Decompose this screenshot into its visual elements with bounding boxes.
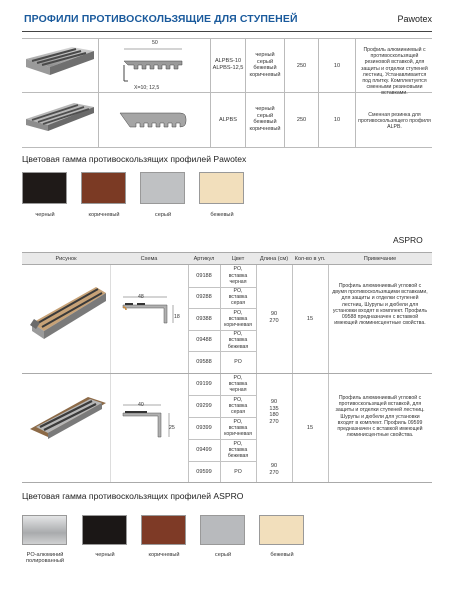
swatch-label xyxy=(134,552,194,558)
length-value: 90 xyxy=(270,311,278,317)
color-swatch xyxy=(22,172,67,204)
dimension-width: 40 xyxy=(138,402,144,408)
color-name: вставка xyxy=(228,337,248,344)
swatch-label: бежевый xyxy=(210,212,234,218)
article: ALPBS-10 xyxy=(214,58,242,64)
swatch-label-line: PO-алюминий xyxy=(26,552,64,558)
note-cell: Профиль алюминиевый с противоскользящей резиновой вставкой, для защиты и отделки ступеней лестниц. Устанавливается под плитку. Комплектуется сменными резиновыми вставками. xyxy=(361,47,428,97)
color-cell xyxy=(220,395,256,417)
color-cell xyxy=(220,330,256,352)
color-name: серая xyxy=(230,300,246,307)
article: 09199 xyxy=(196,380,212,387)
color-name: PO xyxy=(234,359,242,366)
swatch-label-line: коричневый xyxy=(148,552,180,558)
color-cell xyxy=(220,461,256,483)
color-cell xyxy=(220,308,256,330)
color-name: PO xyxy=(234,468,242,475)
swatch-label-line: серый xyxy=(214,552,232,558)
profile-photo xyxy=(26,387,108,451)
aspro-table-header xyxy=(22,252,432,265)
note-cell: Профиль алюминиевый угловой с противоскользящей вставкой, для защиты и отделки ступеней лестниц. Шурупы и дюбели для установки входят в комплект. Профиль 09599 предназначен с вставкой имеющей люминисцентные свойства. xyxy=(335,395,425,439)
color-name: черный xyxy=(255,52,275,58)
page-title: ПРОФИЛИ ПРОТИВОСКОЛЬЗЯЩИЕ ДЛЯ СТУПЕНЕЙ xyxy=(24,13,298,25)
color-name: коричневый xyxy=(249,125,281,132)
profile-scheme xyxy=(112,101,192,141)
article: 09599 xyxy=(196,468,212,475)
length-cell: 250 xyxy=(296,117,307,124)
color-name: PO, xyxy=(233,374,243,381)
profile-photo xyxy=(22,41,97,91)
article-cell xyxy=(211,58,245,71)
color-name: PO, xyxy=(233,440,243,447)
length-value: 90 xyxy=(270,399,278,405)
qty-cell: 10 xyxy=(333,117,341,124)
length-value: 270 xyxy=(269,469,279,476)
color-name: бежевый xyxy=(253,119,277,126)
color-swatch xyxy=(259,515,304,545)
color-name: бежевая xyxy=(227,453,249,460)
color-cell xyxy=(220,417,256,439)
color-name: вставка xyxy=(228,424,248,431)
article: 09499 xyxy=(196,446,212,453)
color-cell xyxy=(220,373,256,395)
note-cell: Профиль алюминиевый угловой с двумя противоскользящими вставками, для защиты и отделки ступеней лестниц. Шурупы и дюбели для установки входят в комплект. Профиль 09588 предназначен с вставкой имеющей люминисцентные свойства. xyxy=(332,283,428,327)
length-value: 90 xyxy=(270,463,278,469)
color-name: PO, xyxy=(233,288,243,295)
article: 09588 xyxy=(196,358,212,365)
color-name: PO, xyxy=(233,331,243,338)
color-cell xyxy=(220,265,256,287)
length-cell xyxy=(256,463,292,476)
col-header: Артикул xyxy=(193,256,215,262)
swatch-label: черный xyxy=(35,212,55,218)
color-swatch xyxy=(22,515,67,545)
note-cell: Сменная резинка для противоскользящего профиля ALPB. xyxy=(358,112,431,131)
color-swatch xyxy=(140,172,185,204)
swatch-label xyxy=(15,552,75,564)
color-name: вставка xyxy=(228,272,248,279)
color-name: вставка xyxy=(228,294,248,301)
color-swatch xyxy=(81,172,126,204)
length-cell xyxy=(256,311,292,324)
profile-scheme xyxy=(117,401,185,447)
color-name: коричневая xyxy=(224,431,252,438)
swatch-label-line: полированный xyxy=(26,558,64,564)
color-name: бежевая xyxy=(227,343,249,350)
qty-cell: 10 xyxy=(333,63,341,70)
col-header: Схема xyxy=(140,256,158,262)
color-name: серый xyxy=(256,58,274,65)
color-name: PO, xyxy=(233,309,243,316)
dimension-width: 48 xyxy=(138,294,144,300)
aspro-brand: ASPRO xyxy=(393,235,423,245)
length-value: 270 xyxy=(269,317,279,324)
article: 09388 xyxy=(196,315,212,322)
color-name: PO, xyxy=(233,418,243,425)
length-value: 135 xyxy=(269,405,279,412)
dimension-height: 25 xyxy=(169,425,175,431)
color-cell xyxy=(220,351,256,373)
dimension-height: X=10; 12,5 xyxy=(134,85,160,91)
article-cell: ALPBS xyxy=(218,117,238,124)
color-swatch xyxy=(199,172,244,204)
col-header: Цвет xyxy=(231,256,245,262)
length-cell: 250 xyxy=(296,63,307,70)
profile-photo xyxy=(22,97,97,145)
color-cell xyxy=(246,52,284,78)
color-name: вставка xyxy=(228,380,248,387)
profile-scheme xyxy=(117,293,185,333)
table-row xyxy=(22,38,432,97)
length-value: 180 xyxy=(269,412,279,419)
color-name: вставка xyxy=(228,315,248,322)
swatch-label: серый xyxy=(154,212,172,218)
color-name: серый xyxy=(256,112,274,119)
swatch-label-line: бежевый xyxy=(270,552,294,558)
swatch-label-line: черный xyxy=(95,552,115,558)
profile-scheme xyxy=(112,43,190,91)
swatch-label: коричневый xyxy=(88,212,120,218)
article: ALPBS-12,5 xyxy=(212,64,244,71)
color-name: коричневый xyxy=(249,71,281,78)
article: 09188 xyxy=(196,272,212,279)
qty-cell: 15 xyxy=(306,315,314,322)
color-name: черная xyxy=(229,278,247,285)
color-name: коричневая xyxy=(224,322,252,329)
swatch-label xyxy=(75,552,135,558)
color-cell xyxy=(220,287,256,309)
color-name: вставка xyxy=(228,446,248,453)
dimension-height: 18 xyxy=(174,314,180,320)
color-name: PO, xyxy=(233,266,243,273)
dimension-width: 50 xyxy=(152,40,158,46)
pawotex-colors-title: Цветовая гамма противоскользящих профилей Pawotex xyxy=(22,154,247,164)
article: 09399 xyxy=(196,424,212,431)
col-header: Примечание xyxy=(363,256,397,262)
color-name: вставка xyxy=(228,402,248,409)
length-value: 270 xyxy=(269,418,279,425)
profile-photo xyxy=(26,279,108,349)
color-swatch xyxy=(141,515,186,545)
color-name: черный xyxy=(255,106,275,112)
length-cell xyxy=(256,399,292,425)
aspro-table xyxy=(22,265,432,483)
color-cell xyxy=(220,439,256,461)
color-cell xyxy=(246,106,284,132)
col-header: Кол-во в уп. xyxy=(294,256,326,262)
qty-cell: 15 xyxy=(306,424,314,431)
color-name: черная xyxy=(229,387,247,394)
page-header xyxy=(22,10,432,32)
col-header: Рисунок xyxy=(55,256,77,262)
brand-name: Pawotex xyxy=(397,14,432,24)
col-header: Длина (см) xyxy=(259,256,289,262)
color-name: бежевый xyxy=(253,65,277,72)
article: 09288 xyxy=(196,294,212,301)
color-name: серая xyxy=(230,409,246,416)
color-swatch xyxy=(82,515,127,545)
swatch-label xyxy=(252,552,312,558)
article: 09299 xyxy=(196,402,212,409)
article: 09488 xyxy=(196,337,212,344)
swatch-label xyxy=(193,552,253,558)
color-name: PO, xyxy=(233,396,243,403)
aspro-colors-title: Цветовая гамма противоскользящих профилей ASPRO xyxy=(22,491,244,501)
color-swatch xyxy=(200,515,245,545)
pawotex-table xyxy=(22,38,432,149)
table-row xyxy=(22,93,432,148)
